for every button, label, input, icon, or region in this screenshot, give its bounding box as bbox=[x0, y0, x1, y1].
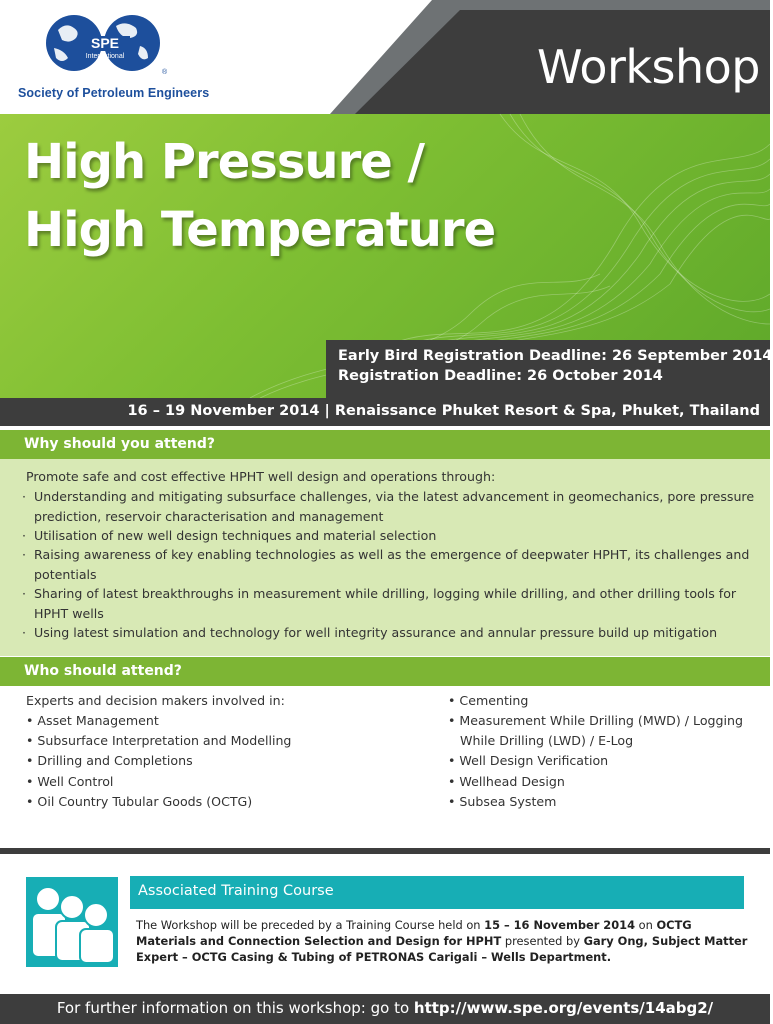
who-item: • Wellhead Design bbox=[448, 774, 565, 789]
who-item: • Subsurface Interpretation and Modelling bbox=[26, 733, 292, 748]
logo-text: SPE bbox=[90, 35, 120, 51]
early-bird-deadline: Early Bird Registration Deadline: 26 September 2014 bbox=[338, 348, 773, 364]
why-line: · Sharing of latest breakthroughs in measurement while drilling, logging while drilling, and other drilling tools for bbox=[22, 586, 737, 601]
why-intro: Promote safe and cost effective HPHT well design and operations through: bbox=[26, 469, 496, 484]
section-divider bbox=[0, 848, 770, 854]
event-date-location: 16 – 19 November 2014 | Renaissance Phuket Resort & Spa, Phuket, Thailand bbox=[127, 403, 760, 419]
who-item: • Asset Management bbox=[26, 713, 159, 728]
why-line: HPHT wells bbox=[22, 606, 104, 621]
registration-deadline: Registration Deadline: 26 October 2014 bbox=[338, 368, 663, 384]
event-url-link[interactable]: http://www.spe.org/events/14abg2/ bbox=[413, 999, 714, 1017]
why-line: · Understanding and mitigating subsurface challenges, via the latest advancement in geomechanics, pore pressure bbox=[22, 489, 755, 504]
training-text-line-1: The Workshop will be preceded by a Training Course held on 15 – 16 November 2014 on OCTG bbox=[136, 918, 692, 932]
training-text-line-3: Expert – OCTG Casing & Tubing of PETRONAS Carigali – Wells Department. bbox=[136, 950, 612, 964]
org-name: Society of Petroleum Engineers bbox=[18, 86, 210, 100]
who-attend-heading: Who should attend? bbox=[24, 663, 182, 679]
who-item: • Drilling and Completions bbox=[26, 753, 193, 768]
training-header bbox=[130, 876, 744, 909]
who-item: • Well Control bbox=[26, 774, 114, 789]
hero-banner bbox=[0, 114, 773, 398]
footer-text: For further information on this workshop: go to http://www.spe.org/events/14abg2/ bbox=[56, 999, 714, 1017]
who-item: • Measurement While Drilling (MWD) / Logging bbox=[448, 713, 743, 728]
footer-bar bbox=[0, 994, 770, 1024]
why-attend-body bbox=[0, 459, 770, 656]
why-attend-heading: Why should you attend? bbox=[24, 436, 216, 452]
who-item: • Cementing bbox=[448, 693, 529, 708]
spe-logo bbox=[44, 8, 166, 78]
deadline-box bbox=[326, 340, 773, 398]
training-text-line-2: Materials and Connection Selection and Design for HPHT presented by Gary Ong, Subject Matter bbox=[136, 934, 748, 948]
who-item: While Drilling (LWD) / E-Log bbox=[448, 733, 634, 748]
who-item: • Oil Country Tubular Goods (OCTG) bbox=[26, 794, 253, 809]
people-group-icon bbox=[26, 877, 118, 967]
who-item: • Subsea System bbox=[448, 794, 557, 809]
why-line: · Raising awareness of key enabling technologies as well as the emergence of deepwater HPHT, its challenges and bbox=[22, 547, 750, 562]
why-line: · Utilisation of new well design techniques and material selection bbox=[22, 528, 437, 543]
who-item: • Well Design Verification bbox=[448, 753, 609, 768]
why-line: · Using latest simulation and technology for well integrity assurance and annular pressure build up mitigation bbox=[22, 625, 718, 640]
why-attend-header bbox=[0, 430, 770, 459]
event-type-label: Workshop bbox=[537, 40, 760, 94]
svg-text:®: ® bbox=[162, 69, 168, 76]
training-heading: Associated Training Course bbox=[138, 883, 334, 899]
who-attend-header bbox=[0, 657, 770, 686]
why-line: prediction, reservoir characterisation and management bbox=[22, 509, 384, 524]
who-intro: Experts and decision makers involved in: bbox=[26, 693, 285, 708]
event-details-bar bbox=[0, 398, 770, 426]
title-line-1: High Pressure / bbox=[24, 134, 425, 190]
title-line-2: High Temperature bbox=[24, 202, 496, 258]
why-line: potentials bbox=[22, 567, 97, 582]
logo-subtext: International bbox=[85, 53, 125, 60]
